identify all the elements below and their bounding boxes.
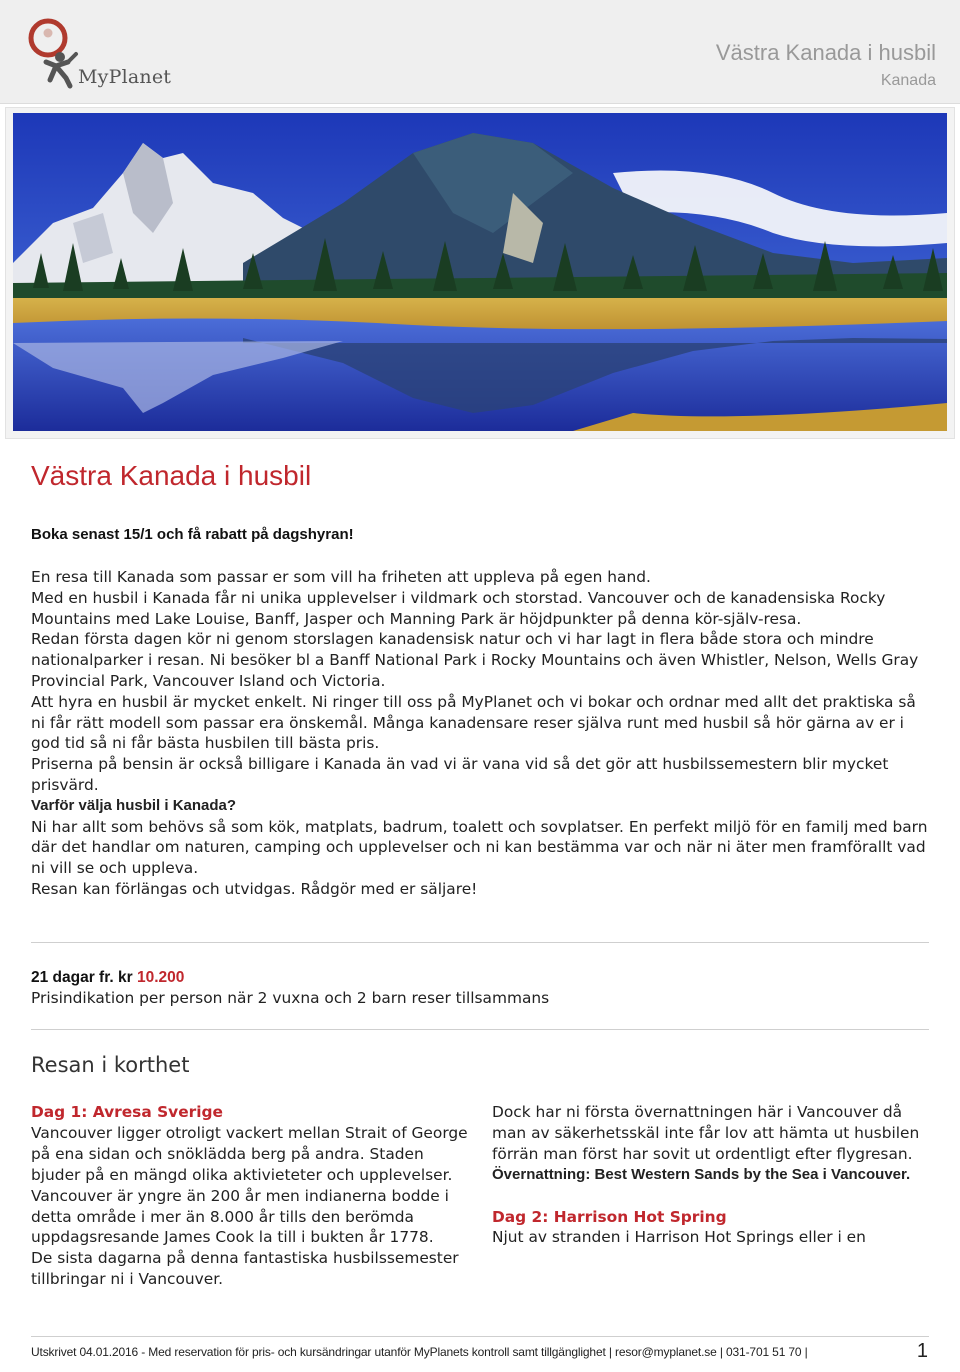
price-line: [31, 969, 184, 987]
price-amount: 10.200: [136, 969, 185, 986]
itinerary-right-column: [492, 1102, 932, 1248]
overnight-info: Övernattning: Best Western Sands by the Sea i Vancouver.: [492, 1165, 911, 1183]
day-heading: Dag 2: Harrison Hot Spring: [492, 1207, 727, 1226]
logo-wordmark: MyPlanet: [78, 66, 172, 88]
header-subtitle: Kanada: [880, 72, 936, 89]
section-title: Resan i korthet: [31, 1053, 190, 1077]
description-paragraph: Att hyra en husbil är mycket enkelt. Ni ringer till oss på MyPlanet och vi bokar och ordnar med allt det praktiska så ni får rätt modell som passar era önskemål. Många kanadensare reser själva runt med husbil så hör gärna av er i god tid så ni får bästa husbilen till bästa pris.: [31, 692, 916, 753]
price-note: Prisindikation per person när 2 vuxna och 2 barn reser tillsammans: [31, 989, 550, 1007]
mountain-lake-image: [13, 113, 947, 431]
description-paragraph: Ni har allt som behövs så som kök, matplats, badrum, toalett och sovplatser. En perfekt miljö för en familj med barn där det handlar om naturen, camping och upplevelser och ni kan bestämma var och när ni äter men framförallt vad ni vill se och uppleva.: [31, 817, 928, 878]
description: [31, 567, 931, 900]
day-text: Dock har ni första övernattningen här i Vancouver då man av säkerhetsskäl inte får lov att hämta ut husbilen förrän man först har sovit ut ordentligt efter flygresan.: [492, 1103, 920, 1163]
price-prefix: 21 dagar fr. kr: [31, 969, 137, 986]
day-text: De sista dagarna på denna fantastiska husbilssemester tillbringar ni i Vancouver.: [31, 1249, 459, 1289]
itinerary-left-column: [31, 1102, 471, 1290]
day-heading: Dag 1: Avresa Sverige: [31, 1103, 223, 1121]
footer-text: Utskrivet 04.01.2016 - Med reservation för pris- och kursändringar utanför MyPlanets kontroll samt tillgänglighet | resor@myplanet.se | 031-701 51 70 |: [31, 1345, 808, 1359]
divider: [31, 1029, 929, 1030]
description-paragraph: En resa till Kanada som passar er som vill ha friheten att uppleva på egen hand.: [31, 568, 651, 586]
header-title: Västra Kanada i husbil: [715, 40, 936, 65]
day-text: Vancouver ligger otroligt vackert mellan Strait of George på ena sidan och snöklädda berg på andra. Staden bjuder på en mängd olika aktivieteter och upplevelser. Vancouver är yngre än 200 år men indianerna bodde i detta område i mer än 8.000 år tills den berömda uppdagsresande James Cook la till i bukten år 1778.: [31, 1123, 468, 1247]
description-paragraph: Redan första dagen kör ni genom storslagen kanadensisk natur och vi har lagt in flera både stora och mindre nationalparker i resan. Ni besöker bl a Banff National Park i Rocky Mountains och även Whistler, Nelson, Wells Gray Provincial Park, Vancouver Island och Victoria.: [31, 630, 919, 690]
description-paragraph: Med en husbil i Kanada får ni unika upplevelser i vildmark och storstad. Vancouver och de kanadensiska Rocky Mountains med Lake Louise, Banff, Jasper och Manning Park är höjdpunkter på denna kör-själv-resa.: [31, 588, 886, 628]
page-number: 1: [916, 1340, 928, 1362]
page-title: Västra Kanada i husbil: [31, 460, 312, 491]
divider: [31, 942, 929, 943]
hero-image: [13, 113, 947, 431]
description-paragraph: Resan kan förlängas och utvidgas. Rådgör med er säljare!: [31, 879, 478, 898]
offer-banner: Boka senast 15/1 och få rabatt på dagshyran!: [31, 526, 354, 543]
footer-divider: [31, 1336, 929, 1337]
page-header: [0, 0, 960, 104]
day-text: Njut av stranden i Harrison Hot Springs eller i en: [492, 1228, 866, 1247]
description-paragraph: Priserna på bensin är också billigare i Kanada än vad vi är vana vid så det gör att husbilssemestern blir mycket prisvärd.: [31, 755, 889, 794]
question-heading: Varför välja husbil i Kanada?: [31, 796, 237, 814]
